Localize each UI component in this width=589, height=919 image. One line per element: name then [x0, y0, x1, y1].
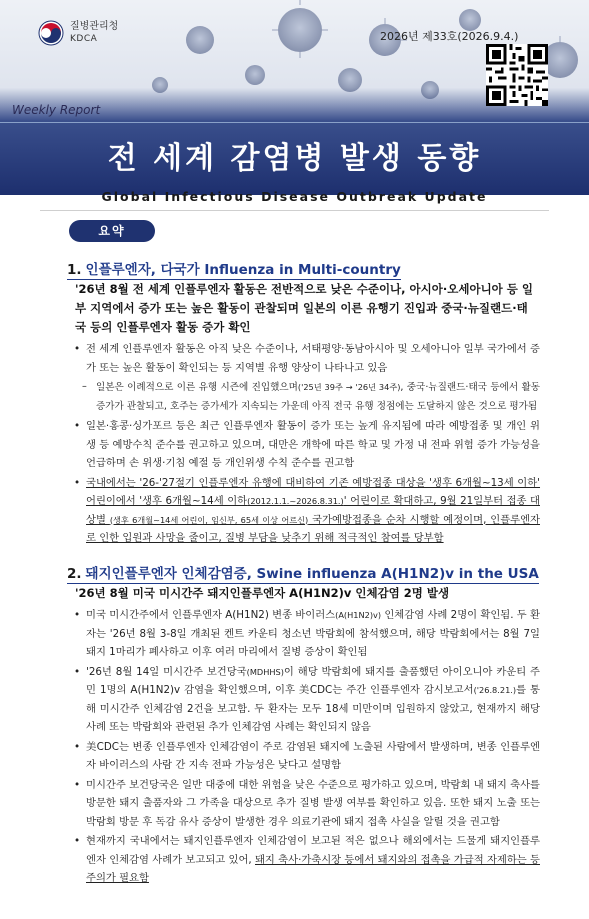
kdca-emblem-icon: [38, 20, 64, 46]
issue-number: 2026년 제33호(2026.9.4.): [380, 30, 519, 43]
section-2-lead: '26년 8월 미국 미시간주 돼지인플루엔자 A(H1N2)v 인체감염 2명 발생: [75, 586, 450, 600]
list-item: • 美CDC는 변종 인플루엔자 인체감염이 주로 감염된 돼지에 노출된 사람에서 발생하며, 변종 인플루엔자 바이러스의 사람 간 지속 전파 가능성은 낮다고 설명함: [72, 738, 540, 775]
subtitle-divider: [40, 210, 549, 211]
section-1-lead: '26년 8월 전 세계 인플루엔자 활동은 전반적으로 낮은 수준이나, 아시아·오세아니아 등 일부 지역에서 증가 또는 높은 활동이 관찰되며 일본의 이른 유행기 진입과 중국·뉴질랜드·태국 등의 인플루엔자 활동 증가 확인: [75, 282, 534, 334]
banner-divider: [0, 122, 589, 123]
page-title: 전 세계 감염병 발생 동향: [107, 141, 482, 176]
header-banner: [0, 0, 589, 195]
series-label: Weekly Report: [12, 103, 101, 117]
summary-badge: 요약: [69, 220, 155, 242]
list-item: • 국내에서는 '26-'27절기 인플루엔자 유행에 대비하여 기존 예방접종 대상을 '생후 6개월~13세 이하' 어린이에서 '생후 6개월~14세 이하(2012.1.1.~2026.8.31.)' 어린이로 확대하고, 9월 21일부터 접종 대상별 (생후 6개월~14세 어린이, 임신부, 65세 이상 어르신) 국가예방접종을 순차 시행할 예정이며, 인플루엔자로 인한 입원과 사망을 줄이고, 질병 부담을 낮추기 위해 적극적인 참여를 당부함: [72, 474, 540, 548]
kdca-logo: [38, 20, 118, 46]
org-name-ko: 질병관리청: [70, 21, 119, 32]
section-2-heading: [67, 562, 539, 584]
list-item: • 일본·홍콩·싱가포르 등은 최근 인플루엔자 활동이 증가 또는 높게 유지됨에 따라 예방접종 및 개인 위생 등 예방수칙 준수를 권고하고 있으며, 대만은 개학에 따른 학교 및 가정 내 전파 위험 증가 가능성을 언급하며 손 위생·기침 예절 등 개인위생 수칙 준수를 권고함: [72, 417, 540, 473]
qr-code-icon[interactable]: [486, 44, 548, 106]
list-item: • 미국 미시간주에서 인플루엔자 A(H1N2) 변종 바이러스(A(H1N2)v) 인체감염 사례 2명이 확인됨. 두 환자는 '26년 8월 3-8일 개최된 켄트 카운티 청소년 박람회에 참석했으며, 해당 박람회에서는 8월 7일 돼지 1마리가 폐사하고 이후 여러 마리에서 질병 증상이 확인됨: [72, 606, 540, 662]
section-2-number: 2.: [67, 566, 82, 582]
org-name-en: KDCA: [70, 34, 98, 44]
section-1-heading: [67, 258, 401, 280]
section-2-bullets: [72, 606, 540, 889]
list-item: – 일본은 이례적으로 이른 유행 시즌에 진입했으며('25년 39주 → '26년 34주), 중국·뉴질랜드·태국 등에서 활동 증가가 관찰되고, 호주는 증가세가 지속되는 가운데 아직 전국 유행 정점에는 도달하지 않은 것으로 평가됨: [72, 378, 540, 416]
list-item: • '26년 8월 14일 미시간주 보건당국(MDHHS)이 해당 박람회에 돼지를 출품했던 아이오니아 카운티 주민 1명의 A(H1N2)v 감염을 확인했으며, 이후 美CDC는 주간 인플루엔자 감시보고서('26.8.21.)를 통해 미시간주 인체감염 2건을 보고함. 두 환자는 모두 18세 미만이며 입원하지 않았고, 현재까지 해당 사례 또는 박람회와 관련된 추가 인체감염 사례는 확인되지 않음: [72, 663, 540, 737]
list-item: • 전 세계 인플루엔자 활동은 아직 낮은 수준이나, 서태평양·동남아시아 및 오세아니아 일부 국가에서 증가 또는 높은 활동이 확인되는 등 지역별 유행 양상이 나타나고 있음: [72, 340, 540, 377]
section-1-title: 인플루엔자, 다국가 Influenza in Multi-country: [85, 262, 401, 278]
section-1-bullets: [72, 340, 540, 549]
list-item: • 현재까지 국내에서는 돼지인플루엔자 인체감염이 보고된 적은 없으나 해외에서는 드물게 돼지인플루엔자 인체감염 사례가 보고되고 있어, 돼지 축사·가축시장 등에서 돼지와의 접촉을 가급적 자제하는 등 주의가 필요함: [72, 832, 540, 888]
section-2-title: 돼지인플루엔자 인체감염증, Swine influenza A(H1N2)v in the USA: [85, 566, 539, 582]
page-subtitle: Global Infectious Disease Outbreak Update: [101, 189, 488, 204]
section-1-number: 1.: [67, 262, 82, 278]
list-item: • 미시간주 보건당국은 일반 대중에 대한 위험을 낮은 수준으로 평가하고 있으며, 박람회 내 돼지 축사를 방문한 돼지 출품자와 그 가족을 대상으로 추가 질병 발생 여부를 확인하고 있음. 또한 돼지 노출 또는 박람회 방문 후 독감 유사 증상이 발생한 경우 의료기관에 돼지 접촉 사실을 알릴 것을 권고함: [72, 776, 540, 832]
